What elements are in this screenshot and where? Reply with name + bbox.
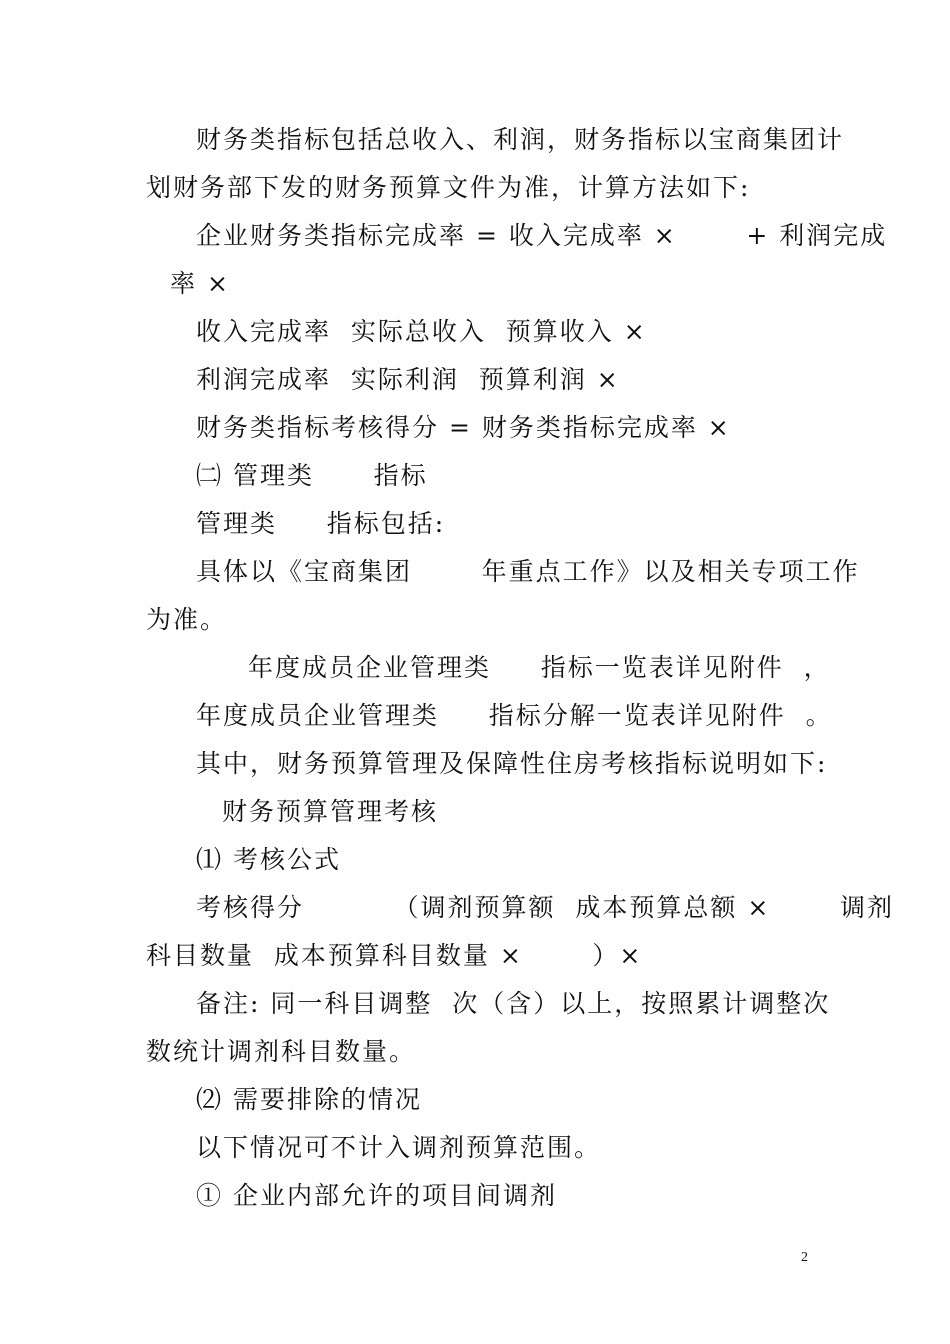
page-number: 2 (801, 1250, 808, 1265)
text-line: 具体以《宝商集团 年重点工作》以及相关专项工作 (196, 557, 860, 586)
text-line: 划财务部下发的财务预算文件为准，计算方法如下: (146, 173, 751, 202)
text-line: 财务类指标包括总收入、利润，财务指标以宝商集团计 (196, 125, 845, 154)
subsection-heading: ⑴ 考核公式 (196, 845, 341, 874)
list-item: ① 企业内部允许的项目间调剂 (196, 1181, 557, 1210)
text-line: 科目数量 成本预算科目数量 × ）× (146, 941, 643, 970)
subsection-heading: 财务预算管理考核 (222, 797, 439, 826)
text-line: 其中，财务预算管理及保障性住房考核指标说明如下: (196, 749, 828, 778)
text-line: 为准。 (146, 605, 228, 634)
subsection-heading: ⑵ 需要排除的情况 (196, 1085, 422, 1114)
text-line: 备注: 同一科目调整 次（含）以上，按照累计调整次 (196, 989, 831, 1018)
text-line: 年度成员企业管理类 指标分解一览表详见附件 。 (196, 701, 833, 730)
text-line: 利润完成率 实际利润 预算利润 × (196, 365, 620, 394)
section-heading: ㈡ 管理类 指标 (196, 461, 428, 490)
text-line: 数统计调剂科目数量。 (146, 1037, 417, 1066)
text-line: 管理类 指标包括: (196, 509, 446, 538)
text-line: 企业财务类指标完成率 = 收入完成率 × + 利润完成 (196, 221, 888, 250)
text-line: 年度成员企业管理类 指标一览表详见附件 ， (248, 653, 831, 682)
text-line: 财务类指标考核得分 = 财务类指标完成率 × (196, 413, 731, 442)
text-line: 考核得分 （调剂预算额 成本预算总额 × 调剂 (196, 893, 894, 922)
text-line: 以下情况可不计入调剂预算范围。 (196, 1133, 602, 1162)
text-line: 率 × (170, 269, 230, 298)
text-line: 收入完成率 实际总收入 预算收入 × (196, 317, 647, 346)
